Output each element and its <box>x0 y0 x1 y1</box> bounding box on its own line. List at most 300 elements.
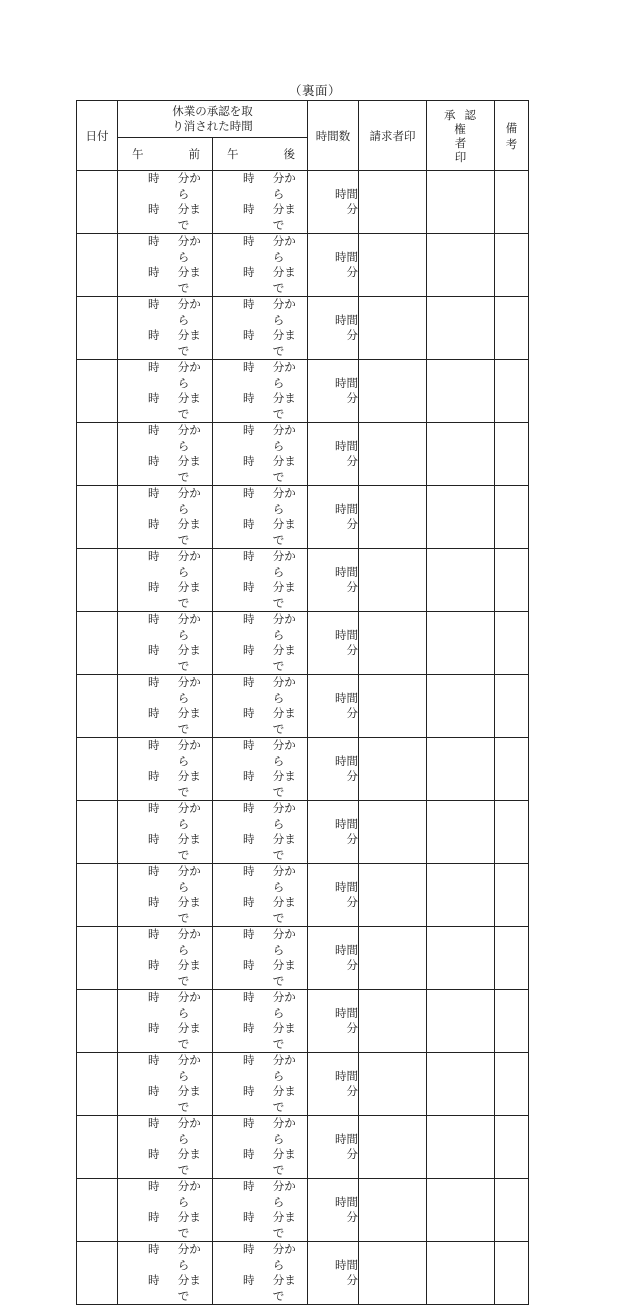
date-cell[interactable] <box>77 1179 118 1242</box>
pm-until-minute-label: 分まで <box>272 643 296 673</box>
am-time-cell[interactable] <box>118 864 213 927</box>
pm-until-minute-label: 分まで <box>272 1021 296 1051</box>
remarks-cell[interactable] <box>495 864 529 927</box>
date-cell[interactable] <box>77 990 118 1053</box>
pm-until-minute-label: 分まで <box>272 895 296 925</box>
pm-from-minute-label: 分から <box>272 990 296 1020</box>
requester-seal-cell[interactable] <box>359 1116 427 1179</box>
am-time-cell[interactable] <box>118 738 213 801</box>
authorizer-seal-cell[interactable] <box>427 1053 495 1116</box>
am-from-hour-label: 時 <box>148 675 160 689</box>
am-time-cell[interactable] <box>118 486 213 549</box>
hours-label: 時間 <box>335 564 358 579</box>
requester-seal-cell[interactable] <box>359 423 427 486</box>
date-cell[interactable] <box>77 612 118 675</box>
am-until-hour-label: 時 <box>148 958 160 972</box>
table-row <box>77 864 529 927</box>
hours-label: 時間 <box>335 501 358 516</box>
minutes-label: 分 <box>346 265 358 279</box>
remarks-cell[interactable] <box>495 549 529 612</box>
minutes-label: 分 <box>346 454 358 468</box>
authorizer-seal-cell[interactable] <box>427 1116 495 1179</box>
pm-from-minute-label: 分から <box>272 675 296 705</box>
date-cell[interactable] <box>77 423 118 486</box>
am-from-minute-label: 分から <box>177 990 201 1020</box>
requester-seal-cell[interactable] <box>359 675 427 738</box>
pm-from-hour-label: 時 <box>243 1053 255 1067</box>
pm-header-right: 後 <box>283 147 295 161</box>
am-from-hour-label: 時 <box>148 864 160 878</box>
hours-label: 時間 <box>335 1068 358 1083</box>
am-from-hour-label: 時 <box>148 423 160 437</box>
am-time-cell[interactable] <box>118 1242 213 1305</box>
requester-seal-cell[interactable] <box>359 360 427 423</box>
pm-from-hour-label: 時 <box>243 360 255 374</box>
hours-cell[interactable] <box>308 549 359 612</box>
am-until-minute-label: 分まで <box>177 1021 201 1051</box>
pm-from-minute-label: 分から <box>272 801 296 831</box>
date-cell[interactable] <box>77 1116 118 1179</box>
table-row <box>77 297 529 360</box>
am-until-hour-label: 時 <box>148 391 160 405</box>
hours-label: 時間 <box>335 627 358 642</box>
pm-time-cell[interactable] <box>213 675 308 738</box>
hours-cell[interactable] <box>308 234 359 297</box>
remarks-cell[interactable] <box>495 360 529 423</box>
requester-seal-header: 請求者印 <box>359 101 427 171</box>
pm-until-hour-label: 時 <box>243 202 255 216</box>
requester-seal-cell[interactable] <box>359 927 427 990</box>
authorizer-seal-cell[interactable] <box>427 171 495 234</box>
am-header-left: 午 <box>132 147 144 161</box>
authorizer-seal-cell[interactable] <box>427 297 495 360</box>
am-until-hour-label: 時 <box>148 643 160 657</box>
hours-label: 時間 <box>335 312 358 327</box>
am-until-hour-label: 時 <box>148 769 160 783</box>
am-until-minute-label: 分まで <box>177 517 201 547</box>
am-from-minute-label: 分から <box>177 423 201 453</box>
pm-until-minute-label: 分まで <box>272 391 296 421</box>
hours-cell[interactable] <box>308 423 359 486</box>
remarks-header-a: 備 <box>505 120 518 135</box>
requester-seal-cell[interactable] <box>359 864 427 927</box>
pm-from-hour-label: 時 <box>243 486 255 500</box>
pm-from-minute-label: 分から <box>272 297 296 327</box>
pm-from-minute-label: 分から <box>272 1242 296 1272</box>
am-time-cell[interactable] <box>118 360 213 423</box>
hours-label: 時間 <box>335 816 358 831</box>
pm-time-cell[interactable] <box>213 234 308 297</box>
hours-cell[interactable] <box>308 486 359 549</box>
minutes-label: 分 <box>346 1084 358 1098</box>
date-cell[interactable] <box>77 1242 118 1305</box>
requester-seal-cell[interactable] <box>359 297 427 360</box>
am-header <box>118 138 213 171</box>
am-until-hour-label: 時 <box>148 1273 160 1287</box>
remarks-cell[interactable] <box>495 612 529 675</box>
approved-time-header-line1: 休業の承認を取 <box>172 104 253 118</box>
remarks-cell[interactable] <box>495 1053 529 1116</box>
date-cell[interactable] <box>77 234 118 297</box>
am-until-minute-label: 分まで <box>177 832 201 862</box>
requester-seal-cell[interactable] <box>359 1053 427 1116</box>
remarks-cell[interactable] <box>495 675 529 738</box>
pm-from-hour-label: 時 <box>243 990 255 1004</box>
table-row <box>77 801 529 864</box>
am-from-minute-label: 分から <box>177 1179 201 1209</box>
minutes-label: 分 <box>346 958 358 972</box>
minutes-label: 分 <box>346 1147 358 1161</box>
am-from-minute-label: 分から <box>177 612 201 642</box>
requester-seal-cell[interactable] <box>359 612 427 675</box>
hours-cell[interactable] <box>308 738 359 801</box>
pm-until-hour-label: 時 <box>243 895 255 909</box>
am-from-hour-label: 時 <box>148 738 160 752</box>
date-cell[interactable] <box>77 927 118 990</box>
am-until-minute-label: 分まで <box>177 1273 201 1303</box>
remarks-cell[interactable] <box>495 234 529 297</box>
am-from-hour-label: 時 <box>148 1242 160 1256</box>
authorizer-seal-cell[interactable] <box>427 738 495 801</box>
am-from-hour-label: 時 <box>148 486 160 500</box>
minutes-label: 分 <box>346 1021 358 1035</box>
am-until-hour-label: 時 <box>148 1147 160 1161</box>
pm-from-minute-label: 分から <box>272 612 296 642</box>
pm-until-hour-label: 時 <box>243 769 255 783</box>
pm-until-hour-label: 時 <box>243 706 255 720</box>
pm-time-cell[interactable] <box>213 864 308 927</box>
am-from-hour-label: 時 <box>148 801 160 815</box>
hours-label: 時間 <box>335 879 358 894</box>
authorizer-seal-cell[interactable] <box>427 864 495 927</box>
pm-until-hour-label: 時 <box>243 1021 255 1035</box>
pm-until-minute-label: 分まで <box>272 832 296 862</box>
authorizer-seal-cell[interactable] <box>427 1242 495 1305</box>
am-from-hour-label: 時 <box>148 1116 160 1130</box>
table-row <box>77 1242 529 1305</box>
requester-seal-cell[interactable] <box>359 234 427 297</box>
pm-until-hour-label: 時 <box>243 1210 255 1224</box>
requester-seal-cell[interactable] <box>359 990 427 1053</box>
am-from-minute-label: 分から <box>177 486 201 516</box>
am-until-minute-label: 分まで <box>177 328 201 358</box>
hours-cell[interactable] <box>308 675 359 738</box>
authorizer-seal-cell[interactable] <box>427 486 495 549</box>
am-from-hour-label: 時 <box>148 234 160 248</box>
am-from-hour-label: 時 <box>148 927 160 941</box>
date-cell[interactable] <box>77 297 118 360</box>
requester-seal-cell[interactable] <box>359 171 427 234</box>
am-until-hour-label: 時 <box>148 454 160 468</box>
pm-from-minute-label: 分から <box>272 1179 296 1209</box>
remarks-cell[interactable] <box>495 927 529 990</box>
pm-until-hour-label: 時 <box>243 265 255 279</box>
date-cell[interactable] <box>77 360 118 423</box>
am-until-hour-label: 時 <box>148 580 160 594</box>
remarks-cell[interactable] <box>495 171 529 234</box>
requester-seal-cell[interactable] <box>359 1242 427 1305</box>
am-time-cell[interactable] <box>118 297 213 360</box>
pm-time-cell[interactable] <box>213 486 308 549</box>
pm-time-cell[interactable] <box>213 612 308 675</box>
table-row <box>77 234 529 297</box>
authorizer-seal-cell[interactable] <box>427 675 495 738</box>
am-from-minute-label: 分から <box>177 1116 201 1146</box>
am-from-minute-label: 分から <box>177 1242 201 1272</box>
am-until-minute-label: 分まで <box>177 769 201 799</box>
hours-label: 時間 <box>335 1194 358 1209</box>
am-from-hour-label: 時 <box>148 360 160 374</box>
pm-until-hour-label: 時 <box>243 643 255 657</box>
minutes-label: 分 <box>346 643 358 657</box>
am-from-minute-label: 分から <box>177 234 201 264</box>
am-from-minute-label: 分から <box>177 864 201 894</box>
pm-from-minute-label: 分から <box>272 171 296 201</box>
pm-from-hour-label: 時 <box>243 549 255 563</box>
am-time-cell[interactable] <box>118 801 213 864</box>
pm-until-hour-label: 時 <box>243 391 255 405</box>
table-row <box>77 738 529 801</box>
pm-time-cell[interactable] <box>213 1242 308 1305</box>
pm-from-minute-label: 分から <box>272 864 296 894</box>
table-row <box>77 990 529 1053</box>
hours-cell[interactable] <box>308 171 359 234</box>
minutes-label: 分 <box>346 706 358 720</box>
pm-from-hour-label: 時 <box>243 234 255 248</box>
pm-from-minute-label: 分から <box>272 549 296 579</box>
pm-from-hour-label: 時 <box>243 1116 255 1130</box>
hours-cell[interactable] <box>308 864 359 927</box>
remarks-cell[interactable] <box>495 486 529 549</box>
hours-label: 時間 <box>335 1131 358 1146</box>
table-row <box>77 1116 529 1179</box>
am-until-hour-label: 時 <box>148 517 160 531</box>
pm-from-hour-label: 時 <box>243 1179 255 1193</box>
pm-until-hour-label: 時 <box>243 1084 255 1098</box>
requester-seal-cell[interactable] <box>359 549 427 612</box>
pm-time-cell[interactable] <box>213 801 308 864</box>
am-from-minute-label: 分から <box>177 738 201 768</box>
pm-time-cell[interactable] <box>213 990 308 1053</box>
am-time-cell[interactable] <box>118 423 213 486</box>
am-time-cell[interactable] <box>118 675 213 738</box>
am-from-hour-label: 時 <box>148 171 160 185</box>
hours-cell[interactable] <box>308 612 359 675</box>
remarks-cell[interactable] <box>495 990 529 1053</box>
am-until-minute-label: 分まで <box>177 643 201 673</box>
remarks-cell[interactable] <box>495 1242 529 1305</box>
pm-from-minute-label: 分から <box>272 360 296 390</box>
date-cell[interactable] <box>77 864 118 927</box>
approved-time-header-line2: り消された時間 <box>172 119 253 133</box>
pm-from-hour-label: 時 <box>243 675 255 689</box>
am-time-cell[interactable] <box>118 171 213 234</box>
pm-until-minute-label: 分まで <box>272 706 296 736</box>
authorizer-seal-cell[interactable] <box>427 990 495 1053</box>
am-time-cell[interactable] <box>118 927 213 990</box>
hours-cell[interactable] <box>308 990 359 1053</box>
minutes-label: 分 <box>346 328 358 342</box>
pm-from-minute-label: 分から <box>272 486 296 516</box>
minutes-label: 分 <box>346 202 358 216</box>
minutes-label: 分 <box>346 1210 358 1224</box>
hours-cell[interactable] <box>308 360 359 423</box>
minutes-label: 分 <box>346 832 358 846</box>
pm-until-hour-label: 時 <box>243 958 255 972</box>
authorizer-seal-cell[interactable] <box>427 927 495 990</box>
date-cell[interactable] <box>77 486 118 549</box>
am-time-cell[interactable] <box>118 1053 213 1116</box>
remarks-cell[interactable] <box>495 423 529 486</box>
authorizer-seal-header-line1: 承認権 <box>444 107 485 136</box>
am-until-minute-label: 分まで <box>177 895 201 925</box>
hours-label: 時間 <box>335 375 358 390</box>
remarks-header-b: 考 <box>505 136 518 151</box>
pm-until-minute-label: 分まで <box>272 769 296 799</box>
remarks-cell[interactable] <box>495 1179 529 1242</box>
hours-cell[interactable] <box>308 297 359 360</box>
am-from-minute-label: 分から <box>177 1053 201 1083</box>
table-row <box>77 675 529 738</box>
am-time-cell[interactable] <box>118 612 213 675</box>
remarks-cell[interactable] <box>495 297 529 360</box>
requester-seal-cell[interactable] <box>359 1179 427 1242</box>
hours-label: 時間 <box>335 438 358 453</box>
am-header-right: 前 <box>188 147 200 161</box>
pm-until-minute-label: 分まで <box>272 454 296 484</box>
am-time-cell[interactable] <box>118 1179 213 1242</box>
am-from-minute-label: 分から <box>177 297 201 327</box>
hours-cell[interactable] <box>308 801 359 864</box>
authorizer-seal-cell[interactable] <box>427 612 495 675</box>
pm-until-minute-label: 分まで <box>272 517 296 547</box>
am-until-hour-label: 時 <box>148 1021 160 1035</box>
am-until-hour-label: 時 <box>148 832 160 846</box>
pm-time-cell[interactable] <box>213 1053 308 1116</box>
pm-from-minute-label: 分から <box>272 738 296 768</box>
pm-header-left: 午 <box>227 147 239 161</box>
table-row <box>77 486 529 549</box>
am-from-minute-label: 分から <box>177 171 201 201</box>
am-time-cell[interactable] <box>118 990 213 1053</box>
am-until-minute-label: 分まで <box>177 958 201 988</box>
am-from-hour-label: 時 <box>148 612 160 626</box>
table-row <box>77 423 529 486</box>
pm-from-minute-label: 分から <box>272 423 296 453</box>
pm-until-minute-label: 分まで <box>272 328 296 358</box>
pm-until-hour-label: 時 <box>243 832 255 846</box>
authorizer-seal-cell[interactable] <box>427 423 495 486</box>
hours-label: 時間 <box>335 1257 358 1272</box>
authorizer-seal-cell[interactable] <box>427 801 495 864</box>
am-time-cell[interactable] <box>118 234 213 297</box>
date-cell[interactable] <box>77 549 118 612</box>
remarks-cell[interactable] <box>495 738 529 801</box>
am-until-minute-label: 分まで <box>177 580 201 610</box>
hours-label: 時間 <box>335 753 358 768</box>
pm-from-hour-label: 時 <box>243 801 255 815</box>
am-from-hour-label: 時 <box>148 1053 160 1067</box>
hours-cell[interactable] <box>308 1116 359 1179</box>
date-cell[interactable] <box>77 801 118 864</box>
am-from-hour-label: 時 <box>148 990 160 1004</box>
am-from-minute-label: 分から <box>177 801 201 831</box>
pm-time-cell[interactable] <box>213 1116 308 1179</box>
authorizer-seal-cell[interactable] <box>427 234 495 297</box>
pm-until-minute-label: 分まで <box>272 265 296 295</box>
authorizer-seal-cell[interactable] <box>427 549 495 612</box>
date-cell[interactable] <box>77 171 118 234</box>
pm-from-hour-label: 時 <box>243 423 255 437</box>
am-time-cell[interactable] <box>118 549 213 612</box>
am-until-minute-label: 分まで <box>177 1147 201 1177</box>
requester-seal-cell[interactable] <box>359 486 427 549</box>
hours-cell[interactable] <box>308 927 359 990</box>
remarks-header <box>495 101 529 171</box>
am-from-hour-label: 時 <box>148 297 160 311</box>
pm-time-cell[interactable] <box>213 297 308 360</box>
table-row <box>77 1179 529 1242</box>
hours-cell[interactable] <box>308 1179 359 1242</box>
pm-time-cell[interactable] <box>213 423 308 486</box>
am-until-hour-label: 時 <box>148 202 160 216</box>
pm-time-cell[interactable] <box>213 1179 308 1242</box>
pm-time-cell[interactable] <box>213 549 308 612</box>
authorizer-seal-cell[interactable] <box>427 1179 495 1242</box>
pm-until-minute-label: 分まで <box>272 958 296 988</box>
authorizer-seal-header-a: 者 <box>454 135 467 150</box>
hours-label: 時間 <box>335 186 358 201</box>
requester-seal-cell[interactable] <box>359 801 427 864</box>
table-row <box>77 612 529 675</box>
table-row <box>77 927 529 990</box>
am-until-hour-label: 時 <box>148 1210 160 1224</box>
authorizer-seal-cell[interactable] <box>427 360 495 423</box>
remarks-cell[interactable] <box>495 1116 529 1179</box>
approved-time-header <box>118 101 308 138</box>
pm-from-hour-label: 時 <box>243 171 255 185</box>
am-time-cell[interactable] <box>118 1116 213 1179</box>
table-row <box>77 171 529 234</box>
minutes-label: 分 <box>346 517 358 531</box>
am-from-minute-label: 分から <box>177 675 201 705</box>
pm-time-cell[interactable] <box>213 171 308 234</box>
date-cell[interactable] <box>77 1053 118 1116</box>
pm-until-minute-label: 分まで <box>272 1273 296 1303</box>
pm-until-hour-label: 時 <box>243 580 255 594</box>
requester-seal-cell[interactable] <box>359 738 427 801</box>
pm-until-hour-label: 時 <box>243 1273 255 1287</box>
pm-from-hour-label: 時 <box>243 612 255 626</box>
remarks-cell[interactable] <box>495 801 529 864</box>
minutes-label: 分 <box>346 580 358 594</box>
date-cell[interactable] <box>77 738 118 801</box>
hours-cell[interactable] <box>308 1053 359 1116</box>
hours-cell[interactable] <box>308 1242 359 1305</box>
authorizer-seal-header <box>427 101 495 171</box>
pm-time-cell[interactable] <box>213 738 308 801</box>
pm-time-cell[interactable] <box>213 360 308 423</box>
am-from-hour-label: 時 <box>148 1179 160 1193</box>
pm-until-minute-label: 分まで <box>272 202 296 232</box>
pm-until-hour-label: 時 <box>243 454 255 468</box>
leave-record-table <box>76 100 529 1305</box>
pm-until-hour-label: 時 <box>243 517 255 531</box>
am-until-minute-label: 分まで <box>177 706 201 736</box>
am-until-minute-label: 分まで <box>177 391 201 421</box>
pm-time-cell[interactable] <box>213 927 308 990</box>
date-cell[interactable] <box>77 675 118 738</box>
